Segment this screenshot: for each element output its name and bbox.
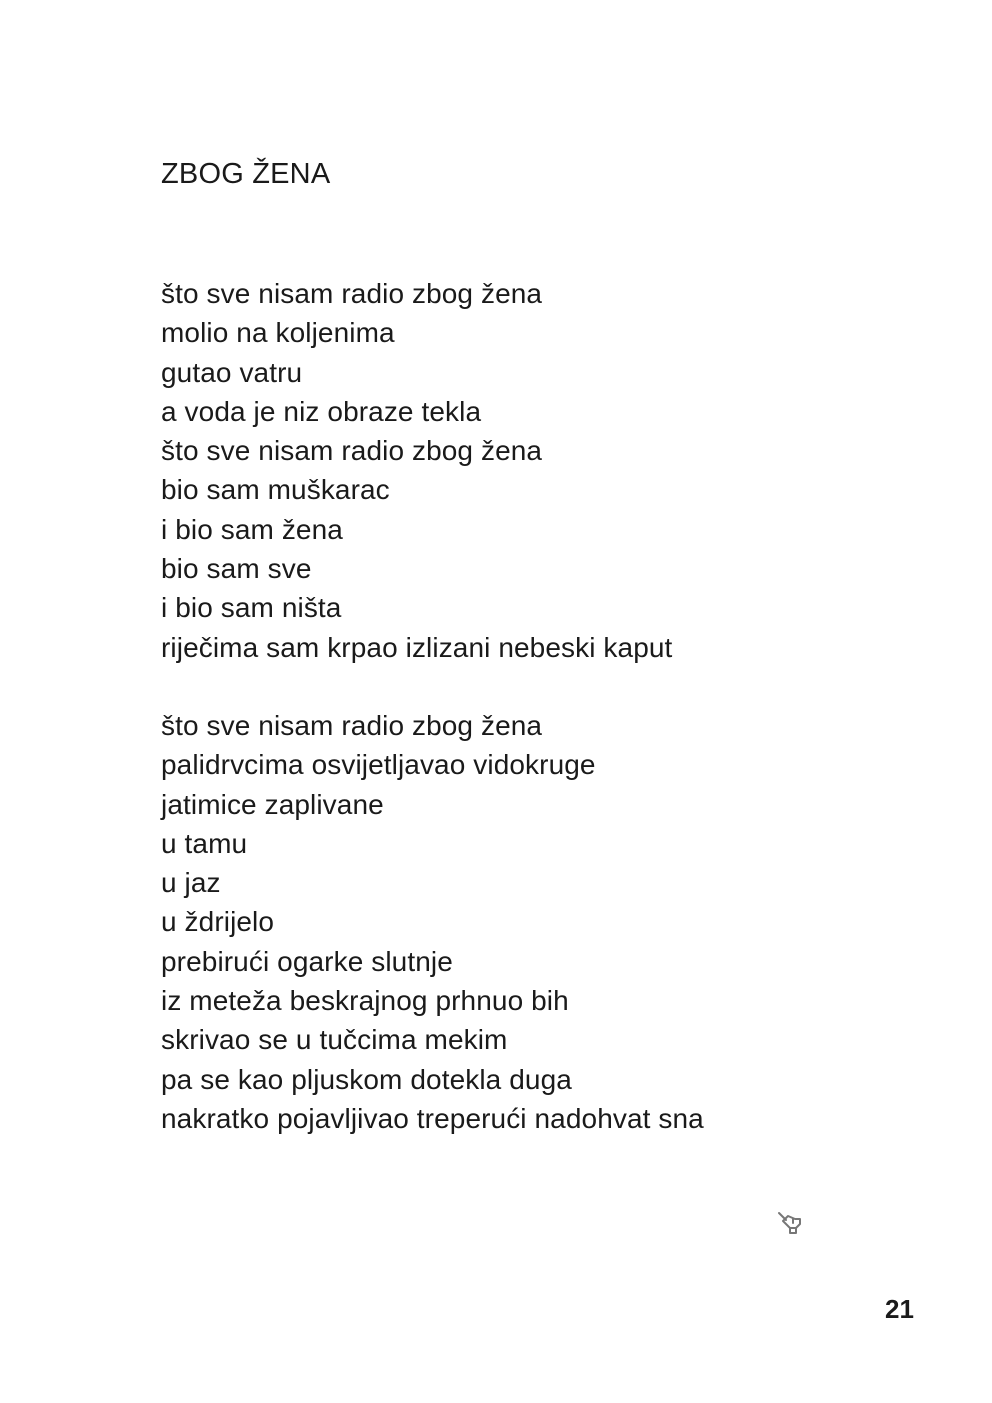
verse-line: i bio sam žena [161,513,343,545]
verse-line: jatimice zaplivane [161,788,384,820]
verse-line: prebirući ogarke slutnje [161,945,453,977]
verse-line: a voda je niz obraze tekla [161,395,482,427]
hand-pointer-icon [774,1208,804,1238]
verse-line: u jaz [161,867,221,899]
verse-line: palidrvcima osvijetljavao vidokruge [161,749,596,781]
verse-line: skrivao se u tučcima mekim [161,1024,508,1056]
verse-line: u ždrijelo [161,906,275,938]
verse-line: nakratko pojavljivao treperući nadohvat sna [161,1102,704,1134]
verse-line: riječima sam krpao izlizani nebeski kaput [161,631,673,663]
poem-title: ZBOG ŽENA [161,158,331,190]
verse-line: što sve nisam radio zbog žena [161,435,543,467]
verse-line: pa se kao pljuskom dotekla duga [161,1063,572,1095]
stanza-1 [161,274,672,667]
verse-line: bio sam sve [161,553,312,585]
verse-line: što sve nisam radio zbog žena [161,710,543,741]
verse-line: u tamu [161,827,248,859]
stanza-2 [161,706,704,1138]
verse-line: iz meteža beskrajnog prhnuo bih [161,985,569,1017]
verse-line: i bio sam ništa [161,592,342,624]
verse-line: molio na koljenima [161,317,395,349]
verse-line: bio sam muškarac [161,474,390,506]
page-number: 21 [885,1294,914,1324]
verse-line: gutao vatru [161,356,303,388]
verse-line: što sve nisam radio zbog žena [161,278,543,309]
